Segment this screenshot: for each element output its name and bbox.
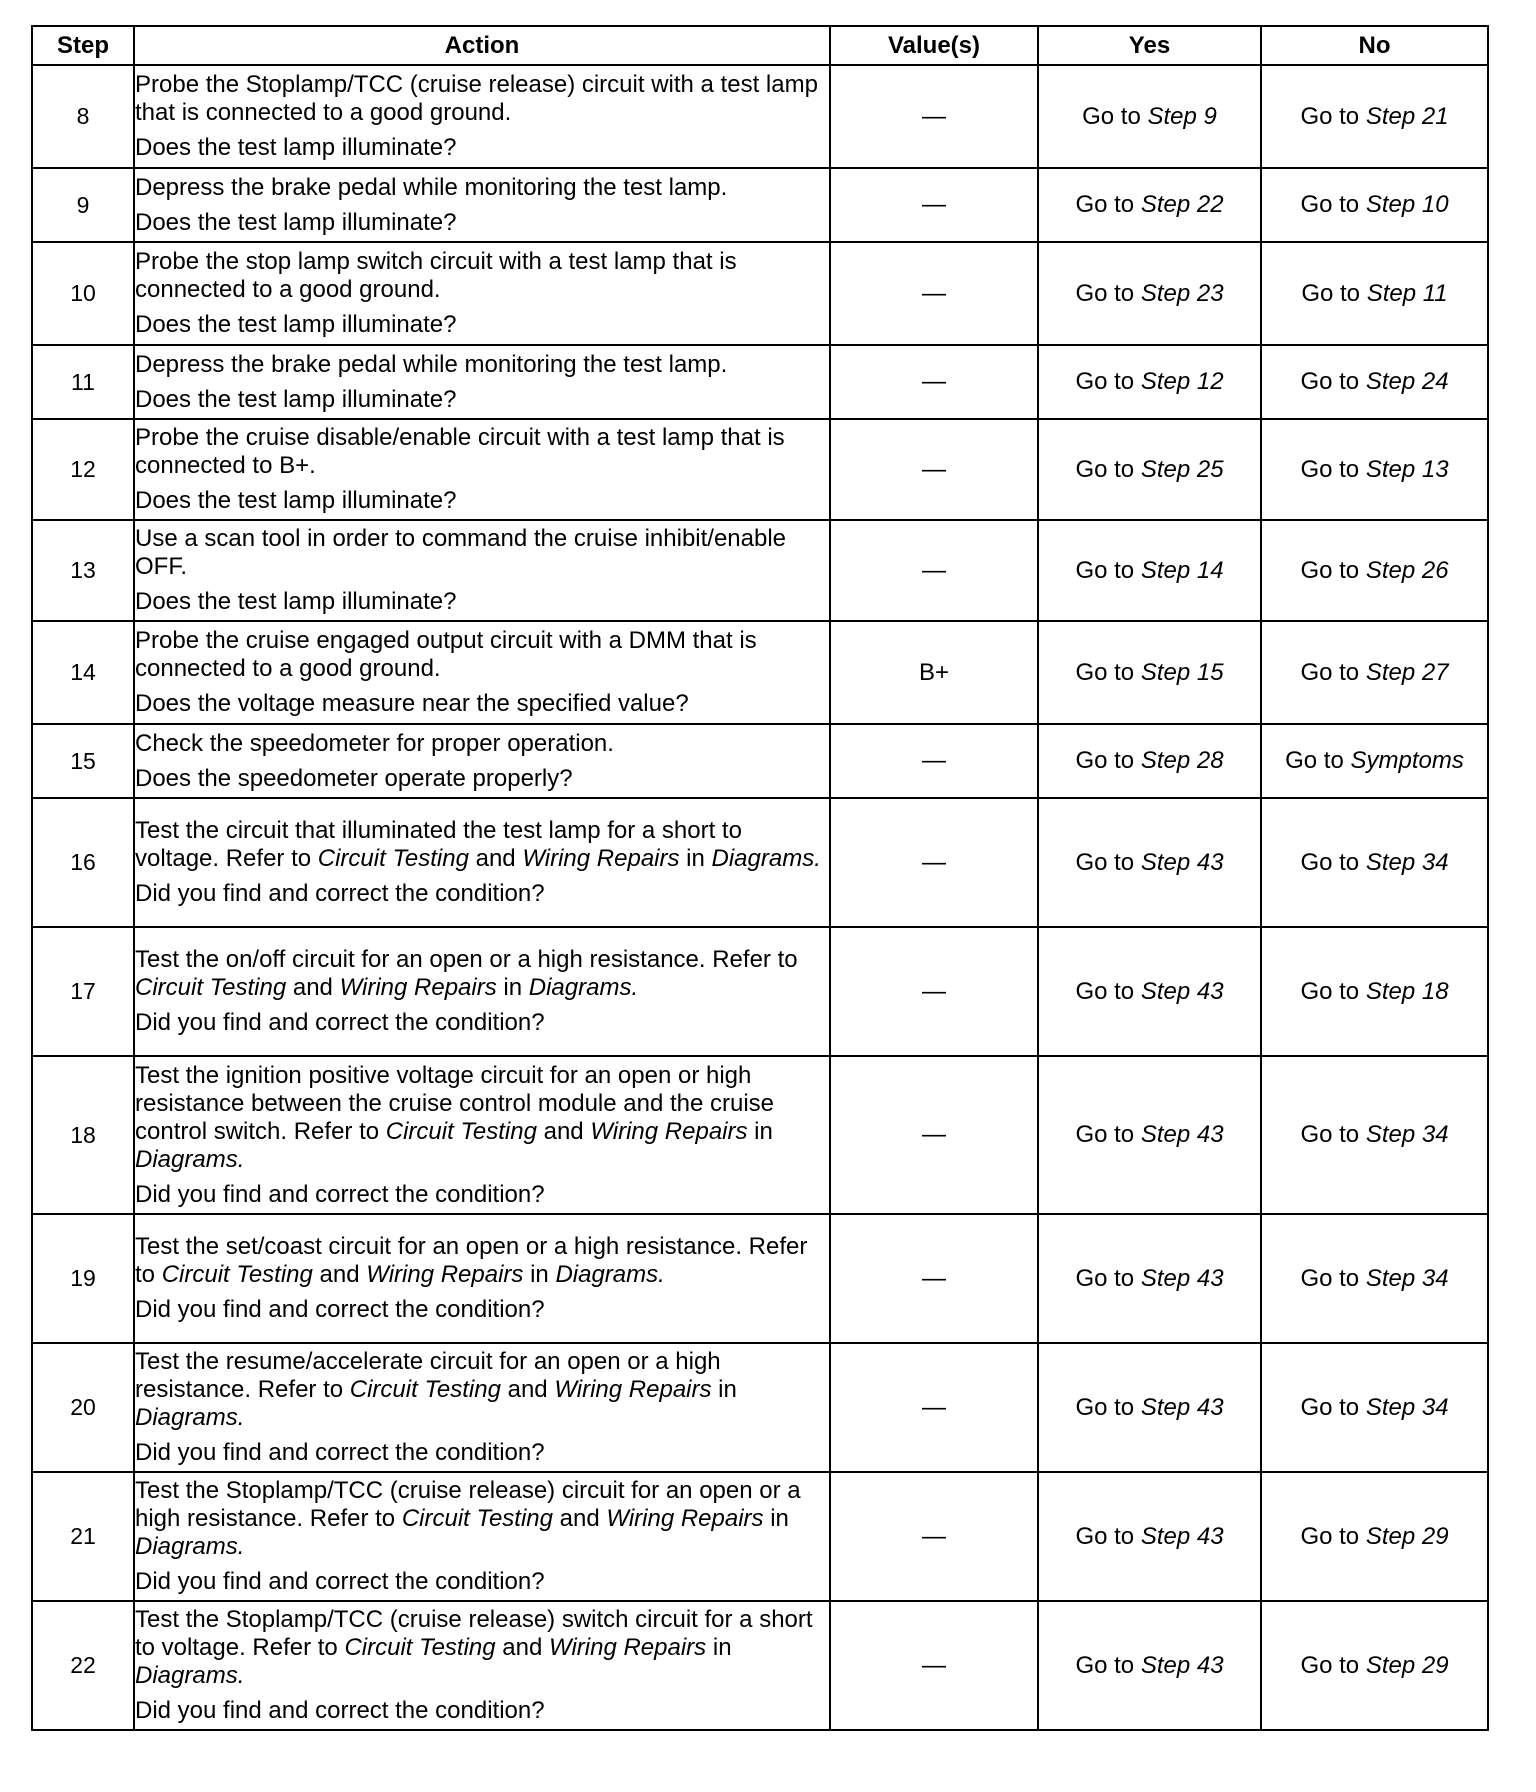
step-link: Step 29	[1365, 1522, 1449, 1550]
yes-cell	[1038, 345, 1261, 419]
table-row	[32, 927, 1488, 1056]
step-link: Step 43	[1140, 1121, 1224, 1148]
step-link: Step 27	[1365, 658, 1449, 686]
action-text-segment: and	[500, 1376, 555, 1403]
action-question: Does the test lamp illuminate?	[135, 385, 457, 413]
yes-cell	[1038, 1214, 1261, 1343]
goto-text: Go to	[1075, 368, 1141, 395]
action-cell	[134, 242, 830, 345]
action-reference: Circuit Testing	[349, 1376, 501, 1403]
action-reference: Diagrams.	[135, 1404, 245, 1431]
header-step: Step	[32, 26, 134, 65]
step-number: 20	[32, 1343, 134, 1472]
action-question: Did you find and correct the condition?	[135, 1439, 545, 1466]
action-text	[135, 1233, 829, 1289]
no-cell	[1261, 520, 1488, 621]
action-text-segment: Probe the Stoplamp/TCC (cruise release) circuit with a test lamp that is connected to a good ground.	[135, 71, 818, 126]
table-row	[32, 520, 1488, 621]
action-reference: Circuit Testing	[317, 845, 469, 872]
action-text	[135, 1606, 829, 1690]
goto-text: Go to	[1075, 848, 1141, 876]
step-number: 8	[32, 65, 134, 168]
value-cell: —	[830, 927, 1038, 1056]
action-cell	[134, 1343, 830, 1472]
action-question: Does the voltage measure near the specified value?	[135, 690, 689, 717]
action-reference: Circuit Testing	[344, 1634, 496, 1661]
step-link: Step 21	[1365, 102, 1449, 130]
action-reference: Circuit Testing	[401, 1505, 553, 1532]
goto-text: Go to	[1075, 556, 1141, 584]
no-cell	[1261, 242, 1488, 345]
goto-text: Go to	[1300, 1264, 1366, 1292]
action-reference: Diagrams.	[528, 974, 639, 1001]
yes-cell	[1038, 724, 1261, 798]
action-text-segment: Test the resume/accelerate circuit for an open or a high resistance. Refer to	[135, 1348, 721, 1403]
step-number: 18	[32, 1056, 134, 1214]
action-reference: Circuit Testing	[135, 974, 287, 1001]
action-text-segment: Depress the brake pedal while monitoring the test lamp.	[135, 350, 728, 378]
goto-text: Go to	[1075, 1121, 1141, 1148]
header-row	[32, 26, 1488, 65]
step-number: 12	[32, 419, 134, 520]
step-link: Step 34	[1365, 1121, 1449, 1148]
action-text	[135, 351, 829, 379]
goto-text: Go to	[1300, 848, 1366, 876]
yes-cell	[1038, 65, 1261, 168]
no-cell	[1261, 1214, 1488, 1343]
goto-text: Go to	[1075, 747, 1141, 774]
step-link: Step 15	[1140, 658, 1224, 686]
action-question: Did you find and correct the condition?	[135, 1296, 545, 1323]
action-text-segment: Test the Stoplamp/TCC (cruise release) circuit for an open or a high resistance. Refer to	[135, 1477, 801, 1532]
action-cell	[134, 1056, 830, 1214]
goto-text: Go to	[1300, 191, 1366, 218]
no-cell	[1261, 1601, 1488, 1730]
table-row	[32, 1056, 1488, 1214]
action-text-segment: and	[312, 1261, 367, 1288]
action-text	[135, 174, 829, 202]
goto-text: Go to	[1300, 1121, 1366, 1148]
step-link: Step 43	[1140, 848, 1224, 876]
action-text-segment: Test the ignition positive voltage circuit for an open or high resistance between the cruise control module and the cruise control switch. Refer to	[135, 1061, 775, 1145]
goto-text: Go to	[1075, 191, 1141, 218]
step-number: 19	[32, 1214, 134, 1343]
yes-cell	[1038, 927, 1261, 1056]
goto-text: Go to	[1300, 455, 1366, 483]
action-cell	[134, 1214, 830, 1343]
no-cell	[1261, 168, 1488, 242]
action-text	[135, 424, 829, 480]
no-cell	[1261, 1056, 1488, 1214]
step-number: 13	[32, 520, 134, 621]
yes-cell	[1038, 1056, 1261, 1214]
step-number: 17	[32, 927, 134, 1056]
step-link: Step 10	[1365, 191, 1449, 218]
step-link: Step 34	[1365, 1393, 1449, 1421]
action-text-segment: Probe the cruise disable/enable circuit with a test lamp that is connected to B+.	[135, 424, 785, 479]
value-cell: —	[830, 1472, 1038, 1601]
step-number: 11	[32, 345, 134, 419]
action-text-segment: in	[496, 974, 529, 1001]
no-cell	[1261, 345, 1488, 419]
value-cell: —	[830, 345, 1038, 419]
action-text	[135, 627, 829, 683]
step-link: Step 43	[1140, 1651, 1224, 1679]
step-number: 15	[32, 724, 134, 798]
action-text-segment: Use a scan tool in order to command the cruise inhibit/enable OFF.	[135, 525, 787, 580]
action-cell	[134, 345, 830, 419]
value-cell: —	[830, 520, 1038, 621]
goto-text: Go to	[1075, 1651, 1141, 1679]
action-question: Does the test lamp illuminate?	[135, 208, 457, 236]
header-values: Value(s)	[830, 26, 1038, 65]
action-text-segment: in	[763, 1505, 789, 1532]
action-reference: Wiring Repairs	[522, 845, 680, 872]
goto-text: Go to	[1300, 1393, 1366, 1421]
action-question: Does the test lamp illuminate?	[135, 588, 457, 615]
yes-cell	[1038, 798, 1261, 927]
action-text-segment: and	[552, 1505, 607, 1532]
action-text-segment: Depress the brake pedal while monitoring the test lamp.	[135, 173, 728, 201]
action-text-segment: in	[679, 845, 712, 872]
step-link: Step 24	[1365, 368, 1449, 395]
action-cell	[134, 419, 830, 520]
action-text-segment: Check the speedometer for proper operation.	[135, 729, 614, 757]
step-number: 10	[32, 242, 134, 345]
table-row	[32, 419, 1488, 520]
goto-text: Go to	[1285, 747, 1351, 774]
action-reference: Circuit Testing	[385, 1117, 537, 1145]
goto-text: Go to	[1300, 658, 1366, 686]
action-cell	[134, 1472, 830, 1601]
table-row	[32, 1472, 1488, 1601]
step-link: Step 11	[1366, 279, 1448, 307]
table-body	[32, 65, 1488, 1730]
action-cell	[134, 724, 830, 798]
table-row	[32, 345, 1488, 419]
step-link: Step 12	[1140, 368, 1224, 395]
no-cell	[1261, 927, 1488, 1056]
action-reference: Wiring Repairs	[339, 974, 497, 1001]
table-row	[32, 724, 1488, 798]
action-text-segment: in	[747, 1117, 773, 1145]
step-link: Step 43	[1140, 977, 1224, 1005]
action-text-segment: and	[468, 845, 523, 872]
step-link: Step 14	[1140, 556, 1224, 584]
action-text	[135, 730, 829, 758]
action-question: Did you find and correct the condition?	[135, 1568, 545, 1595]
table-row	[32, 798, 1488, 927]
action-reference: Wiring Repairs	[554, 1376, 712, 1403]
value-cell: B+	[830, 621, 1038, 724]
table-row	[32, 1601, 1488, 1730]
header-yes: Yes	[1038, 26, 1261, 65]
action-text	[135, 1348, 829, 1432]
action-reference: Wiring Repairs	[366, 1261, 524, 1288]
action-cell	[134, 798, 830, 927]
action-text-segment: and	[495, 1634, 550, 1661]
yes-cell	[1038, 621, 1261, 724]
action-reference: Wiring Repairs	[606, 1505, 764, 1532]
step-link: Step 34	[1365, 1264, 1449, 1292]
no-cell	[1261, 65, 1488, 168]
yes-cell	[1038, 520, 1261, 621]
step-number: 21	[32, 1472, 134, 1601]
step-link: Step 43	[1140, 1264, 1224, 1292]
action-reference: Wiring Repairs	[590, 1117, 748, 1145]
action-reference: Wiring Repairs	[549, 1634, 707, 1661]
no-cell	[1261, 1343, 1488, 1472]
table-row	[32, 168, 1488, 242]
value-cell: —	[830, 168, 1038, 242]
action-text	[135, 946, 829, 1002]
step-link: Step 18	[1365, 977, 1449, 1005]
no-cell	[1261, 1472, 1488, 1601]
goto-text: Go to	[1300, 1522, 1366, 1550]
step-link: Step 23	[1140, 279, 1224, 307]
value-cell: —	[830, 1056, 1038, 1214]
header-action: Action	[134, 26, 830, 65]
action-text	[135, 525, 829, 581]
step-link: Step 28	[1140, 747, 1224, 774]
step-link: Step 25	[1140, 455, 1224, 483]
action-cell	[134, 621, 830, 724]
action-text-segment: in	[706, 1634, 732, 1661]
action-cell	[134, 520, 830, 621]
goto-text: Go to	[1075, 1522, 1141, 1550]
goto-text: Go to	[1082, 102, 1148, 130]
value-cell: —	[830, 1601, 1038, 1730]
action-cell	[134, 168, 830, 242]
action-text-segment: Probe the stop lamp switch circuit with a test lamp that is connected to a good ground.	[135, 248, 737, 303]
goto-text: Go to	[1300, 368, 1366, 395]
step-link: Symptoms	[1350, 747, 1464, 774]
yes-cell	[1038, 1472, 1261, 1601]
action-reference: Diagrams.	[135, 1145, 245, 1173]
yes-cell	[1038, 242, 1261, 345]
action-question: Did you find and correct the condition?	[135, 1180, 545, 1208]
step-link: Step 26	[1365, 556, 1449, 584]
action-question: Did you find and correct the condition?	[135, 880, 545, 907]
step-number: 9	[32, 168, 134, 242]
goto-text: Go to	[1075, 279, 1141, 307]
action-text	[135, 71, 829, 127]
action-question: Does the test lamp illuminate?	[135, 134, 457, 161]
action-text	[135, 1477, 829, 1561]
action-reference: Diagrams.	[135, 1533, 245, 1560]
action-question: Did you find and correct the condition?	[135, 1009, 545, 1036]
table-row	[32, 1214, 1488, 1343]
goto-text: Go to	[1301, 279, 1367, 307]
action-text-segment: and	[286, 974, 340, 1001]
no-cell	[1261, 798, 1488, 927]
table-row	[32, 621, 1488, 724]
value-cell: —	[830, 724, 1038, 798]
goto-text: Go to	[1300, 977, 1366, 1005]
goto-text: Go to	[1300, 102, 1366, 130]
action-text-segment: in	[711, 1376, 737, 1403]
action-cell	[134, 65, 830, 168]
action-cell	[134, 1601, 830, 1730]
table-row	[32, 242, 1488, 345]
action-text-segment: Probe the cruise engaged output circuit with a DMM that is connected to a good ground.	[135, 627, 757, 682]
value-cell: —	[830, 1214, 1038, 1343]
value-cell: —	[830, 242, 1038, 345]
action-text	[135, 817, 829, 873]
action-text-segment: Test the Stoplamp/TCC (cruise release) switch circuit for a short to voltage. Refer to	[135, 1606, 813, 1661]
step-link: Step 34	[1365, 848, 1449, 876]
action-cell	[134, 927, 830, 1056]
action-text-segment: Test the circuit that illuminated the test lamp for a short to voltage. Refer to	[135, 817, 742, 872]
action-text	[135, 1062, 829, 1174]
step-number: 16	[32, 798, 134, 927]
table-row	[32, 65, 1488, 168]
step-link: Step 43	[1140, 1522, 1224, 1550]
action-reference: Circuit Testing	[161, 1261, 313, 1288]
step-number: 14	[32, 621, 134, 724]
action-reference: Diagrams.	[135, 1662, 245, 1689]
yes-cell	[1038, 1343, 1261, 1472]
action-text-segment: Test the on/off circuit for an open or a high resistance. Refer to	[135, 946, 798, 973]
yes-cell	[1038, 1601, 1261, 1730]
goto-text: Go to	[1300, 556, 1366, 584]
action-reference: Diagrams.	[555, 1261, 665, 1288]
step-link: Step 43	[1140, 1393, 1224, 1421]
goto-text: Go to	[1075, 1264, 1141, 1292]
value-cell: —	[830, 798, 1038, 927]
yes-cell	[1038, 419, 1261, 520]
goto-text: Go to	[1075, 658, 1141, 686]
goto-text: Go to	[1075, 977, 1141, 1005]
action-question: Does the test lamp illuminate?	[135, 487, 457, 514]
table-row	[32, 1343, 1488, 1472]
action-question: Did you find and correct the condition?	[135, 1697, 545, 1724]
step-link: Step 29	[1365, 1651, 1449, 1679]
action-question: Does the test lamp illuminate?	[135, 311, 457, 338]
no-cell	[1261, 419, 1488, 520]
diagnostic-table	[31, 25, 1489, 1731]
step-link: Step 22	[1140, 191, 1224, 218]
action-reference: Diagrams.	[711, 845, 821, 872]
no-cell	[1261, 621, 1488, 724]
value-cell: —	[830, 65, 1038, 168]
yes-cell	[1038, 168, 1261, 242]
no-cell	[1261, 724, 1488, 798]
step-link: Step 9	[1147, 102, 1217, 130]
goto-text: Go to	[1075, 455, 1141, 483]
action-text-segment: Test the set/coast circuit for an open or a high resistance. Refer to	[135, 1233, 808, 1288]
goto-text: Go to	[1075, 1393, 1141, 1421]
action-text-segment: and	[536, 1117, 591, 1145]
header-no: No	[1261, 26, 1488, 65]
goto-text: Go to	[1300, 1651, 1366, 1679]
step-number: 22	[32, 1601, 134, 1730]
value-cell: —	[830, 1343, 1038, 1472]
value-cell: —	[830, 419, 1038, 520]
action-question: Does the speedometer operate properly?	[135, 764, 573, 792]
step-link: Step 13	[1365, 455, 1449, 483]
action-text-segment: in	[523, 1261, 556, 1288]
action-text	[135, 248, 829, 304]
